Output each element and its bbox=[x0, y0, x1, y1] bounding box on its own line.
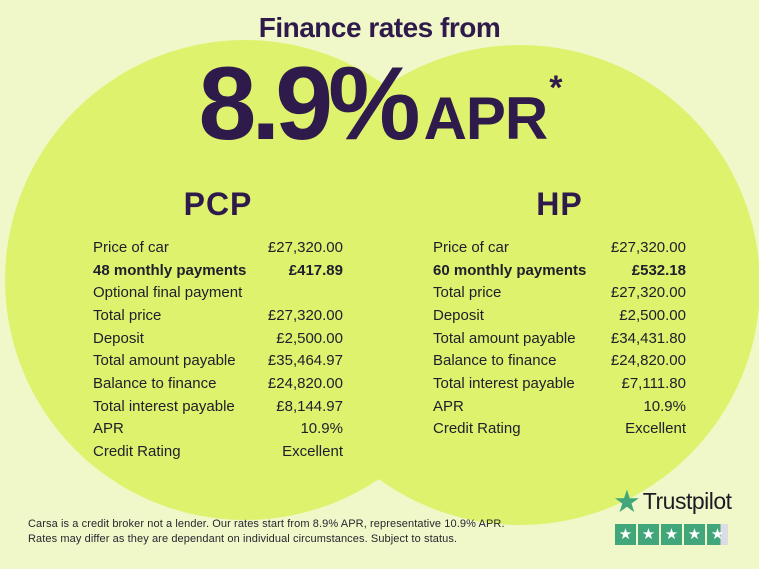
headline-rate bbox=[0, 46, 759, 162]
row-value: £532.18 bbox=[631, 261, 686, 279]
row-value: £7,111.80 bbox=[621, 374, 686, 392]
trustpilot-star-icon: ★ bbox=[613, 484, 641, 519]
finance-row bbox=[433, 395, 686, 418]
pcp-panel bbox=[93, 186, 343, 463]
finance-row bbox=[93, 281, 343, 304]
hp-panel bbox=[433, 186, 686, 440]
row-value: £35,464.97 bbox=[267, 352, 343, 370]
row-value: Excellent bbox=[625, 420, 686, 438]
row-value: £27,320.00 bbox=[267, 306, 343, 324]
rating-star-icon: ★ bbox=[641, 526, 656, 543]
finance-row bbox=[93, 259, 343, 282]
row-label: Deposit bbox=[433, 306, 484, 324]
finance-row bbox=[93, 440, 343, 463]
row-label: Credit Rating bbox=[433, 420, 521, 438]
rate-asterisk: * bbox=[549, 69, 563, 107]
finance-row bbox=[433, 281, 686, 304]
finance-row bbox=[433, 372, 686, 395]
finance-row bbox=[93, 327, 343, 350]
finance-row bbox=[433, 236, 686, 259]
row-label: Price of car bbox=[93, 238, 169, 256]
row-label: Balance to finance bbox=[433, 352, 557, 370]
hp-title: HP bbox=[536, 186, 583, 222]
row-value: 10.9% bbox=[300, 420, 343, 438]
row-value: £27,320.00 bbox=[267, 238, 343, 256]
row-label: Total price bbox=[93, 306, 162, 324]
finance-row bbox=[433, 327, 686, 350]
banner-title: Finance rates from bbox=[258, 12, 501, 43]
row-label: APR bbox=[433, 397, 464, 415]
rating-star-box bbox=[661, 524, 682, 545]
finance-row bbox=[433, 304, 686, 327]
row-label: APR bbox=[93, 420, 124, 438]
hp-table bbox=[433, 236, 686, 440]
finance-row bbox=[93, 304, 343, 327]
trustpilot-badge bbox=[613, 486, 745, 545]
rating-star-icon: ★ bbox=[687, 526, 702, 543]
row-value: £8,144.97 bbox=[276, 397, 343, 415]
rating-star-box bbox=[615, 524, 636, 545]
rating-star-box-partial bbox=[707, 524, 728, 545]
row-label: Price of car bbox=[433, 238, 509, 256]
row-label: 60 monthly payments bbox=[433, 261, 587, 279]
finance-row bbox=[93, 349, 343, 372]
row-value: Excellent bbox=[282, 443, 343, 461]
row-label: Deposit bbox=[93, 329, 144, 347]
row-value: £417.89 bbox=[288, 261, 343, 279]
rating-star-icon: ★ bbox=[710, 526, 725, 543]
pcp-title: PCP bbox=[183, 186, 253, 222]
rating-star-icon: ★ bbox=[664, 526, 679, 543]
row-value: 10.9% bbox=[643, 397, 686, 415]
disclaimer-line-1: Carsa is a credit broker not a lender. Our rates start from 8.9% APR, representative 10.9% APR. bbox=[28, 518, 505, 530]
row-label: Balance to finance bbox=[93, 374, 217, 392]
disclaimer-line-2: Rates may differ as they are dependant on individual circumstances. Subject to status. bbox=[28, 533, 458, 545]
row-label: Total interest payable bbox=[433, 374, 575, 392]
row-value: £24,820.00 bbox=[610, 352, 686, 370]
row-label: Credit Rating bbox=[93, 443, 181, 461]
finance-row bbox=[93, 395, 343, 418]
finance-row bbox=[93, 236, 343, 259]
rate-value: 8.9% bbox=[198, 46, 416, 162]
row-value: £2,500.00 bbox=[619, 306, 686, 324]
row-label: Total amount payable bbox=[433, 329, 576, 347]
finance-row bbox=[93, 418, 343, 441]
row-label: Total interest payable bbox=[93, 397, 235, 415]
rating-star-box bbox=[684, 524, 705, 545]
row-label: Total price bbox=[433, 284, 502, 302]
trustpilot-logo bbox=[613, 486, 745, 517]
finance-row bbox=[433, 259, 686, 282]
row-label: Total amount payable bbox=[93, 352, 236, 370]
finance-row bbox=[93, 372, 343, 395]
disclaimer-text bbox=[28, 517, 505, 547]
trustpilot-wordmark: Trustpilot bbox=[642, 488, 732, 514]
trustpilot-rating-stars bbox=[615, 524, 745, 545]
rating-star-icon: ★ bbox=[618, 526, 633, 543]
row-label: 48 monthly payments bbox=[93, 261, 247, 279]
rating-star-box bbox=[638, 524, 659, 545]
row-value: £27,320.00 bbox=[610, 284, 686, 302]
row-value: £2,500.00 bbox=[276, 329, 343, 347]
finance-row bbox=[433, 418, 686, 441]
row-value: £24,820.00 bbox=[267, 374, 343, 392]
row-value: £27,320.00 bbox=[610, 238, 686, 256]
row-value: £34,431.80 bbox=[610, 329, 686, 347]
row-label: Optional final payment bbox=[93, 284, 243, 302]
rate-suffix: APR bbox=[423, 85, 548, 152]
pcp-table bbox=[93, 236, 343, 463]
finance-row bbox=[433, 349, 686, 372]
